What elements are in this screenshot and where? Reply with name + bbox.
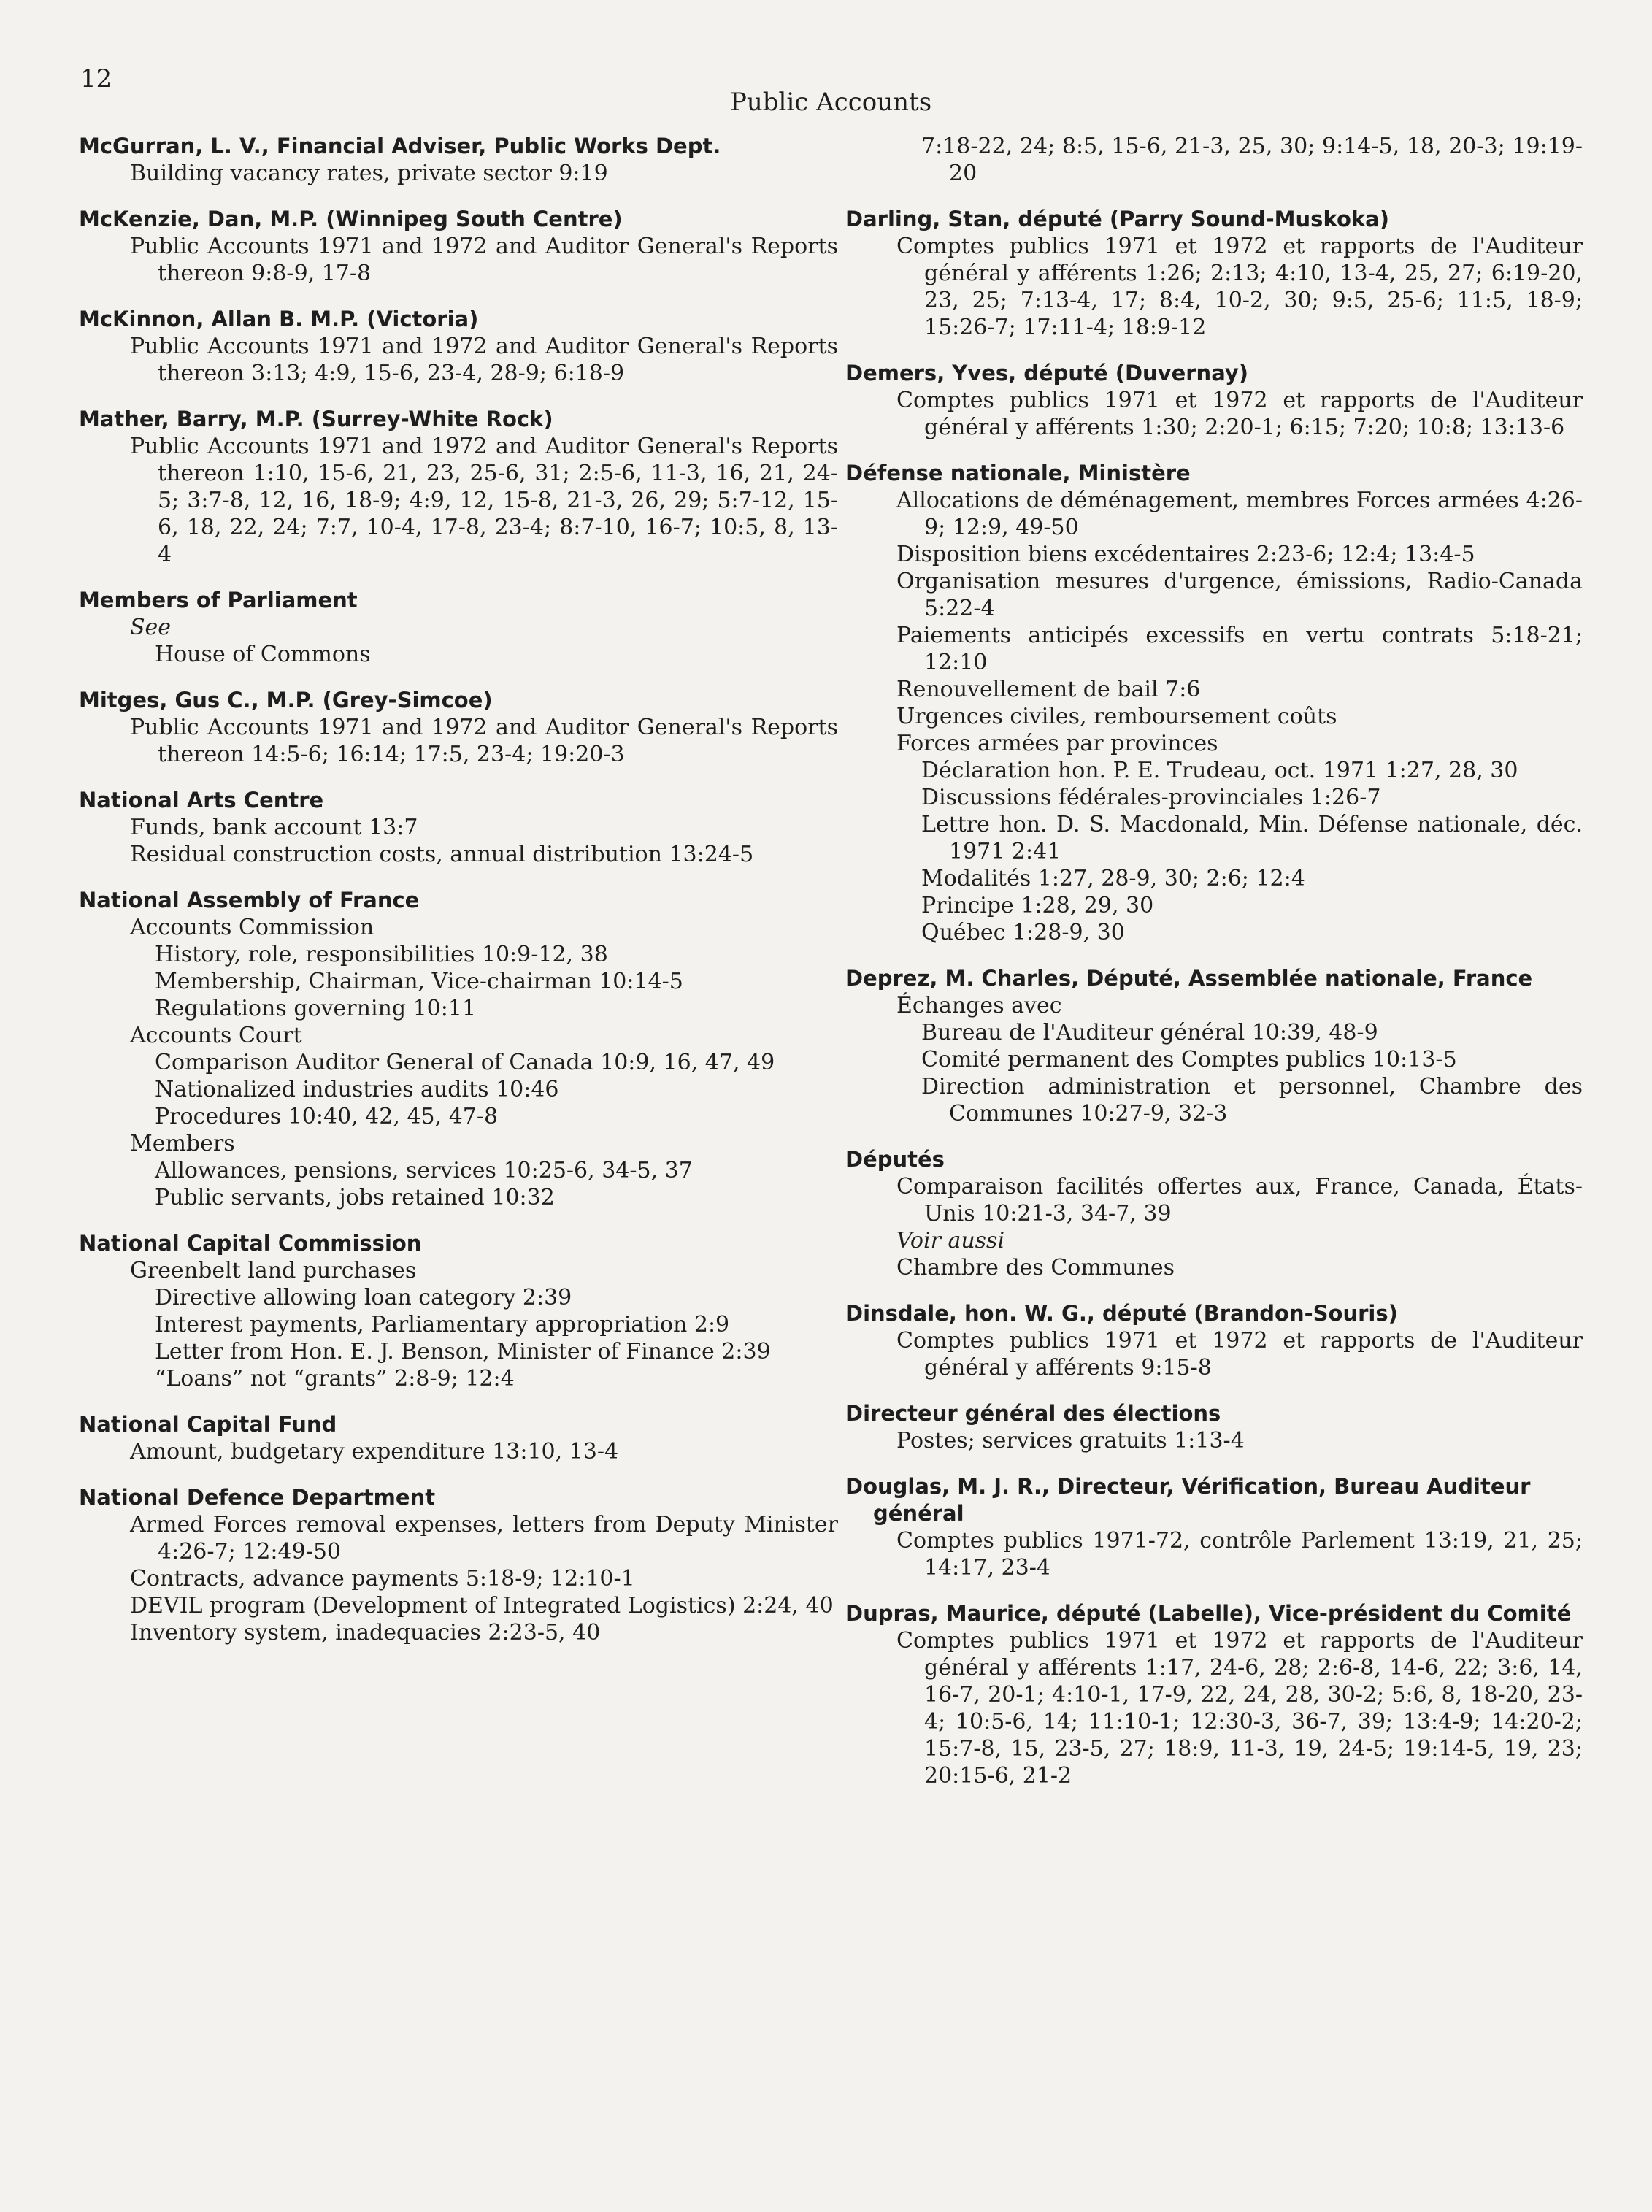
entry-line: Modalités 1:27, 28-9, 30; 2:6; 12:4 (921, 866, 1305, 891)
entry-heading: Députés (845, 1147, 945, 1172)
index-entry (845, 965, 1583, 1127)
entry-line: Comité permanent des Comptes publics 10:13-5 (921, 1047, 1457, 1072)
entry-line: Discussions fédérales-provinciales 1:26-7 (921, 785, 1381, 810)
entry-line: Voir aussi (896, 1228, 1005, 1253)
left-column (79, 133, 838, 1665)
entry-line: Allocations de déménagement, membres Forces armées 4:26-9; 12:9, 49-50 (896, 488, 1583, 540)
index-entry (79, 787, 838, 868)
entry-line: House of Commons (155, 642, 371, 667)
entry-line: 7:18-22, 24; 8:5, 15-6, 21-3, 25, 30; 9:14-5, 18, 20-3; 19:19-20 (921, 134, 1583, 186)
entry-heading: National Defence Department (79, 1485, 436, 1510)
index-entry (845, 1146, 1583, 1281)
entry-line: Building vacancy rates, private sector 9:19 (130, 161, 608, 186)
entry-heading: Demers, Yves, député (Duvernay) (845, 361, 1249, 385)
entry-line: Amount, budgetary expenditure 13:10, 13-4 (130, 1439, 619, 1464)
entry-line: Public servants, jobs retained 10:32 (155, 1185, 555, 1210)
entry-heading: Members of Parliament (79, 588, 358, 612)
entry-line: Public Accounts 1971 and 1972 and Auditor General's Reports thereon 3:13; 4:9, 15-6, 23-4, 28-9; 6:18-9 (130, 334, 838, 386)
entry-heading: Défense nationale, Ministère (845, 461, 1191, 485)
index-entry (845, 1300, 1583, 1381)
index-entry (79, 587, 838, 668)
entry-heading: National Arts Centre (79, 788, 324, 813)
entry-line: Public Accounts 1971 and 1972 and Auditor General's Reports thereon 14:5-6; 16:14; 17:5, 23-4; 19:20-3 (130, 715, 838, 767)
entry-line: Comptes publics 1971 et 1972 et rapports de l'Auditeur général y afférents 1:30; 2:20-1; 6:15; 7:20; 10:8; 13:13-6 (896, 388, 1583, 440)
entry-line: Armed Forces removal expenses, letters from Deputy Minister 4:26-7; 12:49-50 (130, 1512, 838, 1564)
entry-line: Québec 1:28-9, 30 (921, 920, 1125, 945)
entry-line: Lettre hon. D. S. Macdonald, Min. Défense nationale, déc. 1971 2:41 (921, 812, 1583, 864)
entry-heading: Mitges, Gus C., M.P. (Grey-Simcoe) (79, 688, 493, 713)
entry-line: Accounts Court (130, 1023, 302, 1048)
entry-line: Members (130, 1131, 235, 1156)
index-entry (845, 360, 1583, 441)
entry-line: Principe 1:28, 29, 30 (921, 893, 1154, 918)
index-entry (79, 887, 838, 1211)
entry-line: Urgences civiles, remboursement coûts (896, 704, 1337, 729)
page-number: 12 (80, 64, 112, 93)
index-entry (79, 406, 838, 568)
entry-heading: Deprez, M. Charles, Député, Assemblée nationale, France (845, 966, 1533, 991)
entry-line: Postes; services gratuits 1:13-4 (896, 1428, 1245, 1453)
entry-line: Funds, bank account 13:7 (130, 815, 418, 840)
entry-line: Organisation mesures d'urgence, émissions, Radio-Canada 5:22-4 (896, 569, 1583, 621)
entry-line: Interest payments, Parliamentary appropriation 2:9 (155, 1312, 730, 1337)
index-entry (79, 1411, 838, 1465)
entry-line: Comparison Auditor General of Canada 10:9, 16, 47, 49 (155, 1050, 775, 1075)
entry-line: Comptes publics 1971 et 1972 et rapports de l'Auditeur général y afférents 1:26; 2:13; 4:10, 13-4, 25, 27; 6:19-20, 23, 25; 7:13-4, 17; 8:4, 10-2, 30; 9:5, 25-6; 11:5, 18-9; 15:26-7; 17:11-4; 18:9-12 (896, 234, 1583, 340)
entry-line: Comptes publics 1971 et 1972 et rapports de l'Auditeur général y afférents 1:17, 24-6, 28; 2:6-8, 14-6, 22; 3:6, 14, 16-7, 20-1; 4:10-1, 17-9, 22, 24, 28, 30-2; 5:6, 8, 18-20, 23-4; 10:5-6, 14; 11:10-1; 12:30-3, 36-7, 39; 13:4-9; 14:20-2; 15:7-8, 15, 23-5, 27; 18:9, 11-3, 19, 24-5; 19:14-5, 19, 23; 20:15-6, 21-2 (896, 1628, 1583, 1789)
entry-line: Accounts Commission (130, 915, 374, 940)
entry-line: Public Accounts 1971 and 1972 and Auditor General's Reports thereon 9:8-9, 17-8 (130, 234, 838, 286)
entry-heading: Dupras, Maurice, député (Labelle), Vice-président du Comité (845, 1601, 1572, 1626)
entry-line: Greenbelt land purchases (130, 1258, 417, 1283)
entry-heading: Mather, Barry, M.P. (Surrey-White Rock) (79, 407, 553, 431)
entry-heading: Douglas, M. J. R., Directeur, Vérification, Bureau Auditeur général (845, 1474, 1531, 1526)
index-entry (845, 133, 1583, 187)
entry-line: Directive allowing loan category 2:39 (155, 1285, 572, 1310)
entry-heading: Directeur général des élections (845, 1401, 1221, 1426)
index-entry (79, 133, 838, 187)
entry-line: Contracts, advance payments 5:18-9; 12:10-1 (130, 1566, 635, 1591)
entry-line: Nationalized industries audits 10:46 (155, 1077, 559, 1102)
entry-line: History, role, responsibilities 10:9-12, 38 (155, 942, 608, 967)
entry-heading: McGurran, L. V., Financial Adviser, Public Works Dept. (79, 134, 721, 158)
entry-line: Comptes publics 1971 et 1972 et rapports de l'Auditeur général y afférents 9:15-8 (896, 1328, 1583, 1380)
entry-heading: McKenzie, Dan, M.P. (Winnipeg South Centre) (79, 207, 623, 231)
index-entry (79, 1484, 838, 1646)
entry-line: Direction administration et personnel, Chambre des Communes 10:27-9, 32-3 (921, 1074, 1583, 1126)
entry-line: Regulations governing 10:11 (155, 996, 477, 1021)
entry-line: Paiements anticipés excessifs en vertu contrats 5:18-21; 12:10 (896, 623, 1583, 675)
entry-line: Letter from Hon. E. J. Benson, Minister of Finance 2:39 (155, 1339, 771, 1364)
entry-line: Bureau de l'Auditeur général 10:39, 48-9 (921, 1020, 1378, 1045)
entry-line: Déclaration hon. P. E. Trudeau, oct. 1971 1:27, 28, 30 (921, 758, 1518, 783)
entry-line: “Loans” not “grants” 2:8-9; 12:4 (155, 1366, 515, 1391)
entry-heading: National Capital Fund (79, 1412, 337, 1437)
entry-line: Échanges avec (896, 993, 1062, 1018)
entry-line: Renouvellement de bail 7:6 (896, 677, 1201, 702)
entry-line: Chambre des Communes (896, 1255, 1175, 1280)
entry-heading: National Assembly of France (79, 888, 420, 913)
index-entry (79, 306, 838, 387)
index-entry (845, 460, 1583, 946)
index-entry (79, 687, 838, 768)
index-entry (79, 206, 838, 287)
entry-line: Comparaison facilités offertes aux, France, Canada, États-Unis 10:21-3, 34-7, 39 (896, 1174, 1583, 1226)
index-entry (845, 1600, 1583, 1789)
entry-line: See (130, 615, 172, 640)
index-entry (79, 1230, 838, 1392)
entry-line: Public Accounts 1971 and 1972 and Auditor General's Reports thereon 1:10, 15-6, 21, 23, 25-6, 31; 2:5-6, 11-3, 16, 21, 24-5; 3:7-8, 12, 16, 18-9; 4:9, 12, 15-8, 21-3, 26, 29; 5:7-12, 15-6, 18, 22, 24; 7:7, 10-4, 17-8, 23-4; 8:7-10, 16-7; 10:5, 8, 13-4 (130, 434, 838, 567)
entry-line: Membership, Chairman, Vice-chairman 10:14-5 (155, 969, 683, 994)
entry-heading: National Capital Commission (79, 1231, 422, 1256)
index-entry (845, 1473, 1583, 1581)
entry-heading: Dinsdale, hon. W. G., député (Brandon-Souris) (845, 1301, 1398, 1326)
entry-line: Allowances, pensions, services 10:25-6, 34-5, 37 (155, 1158, 693, 1183)
index-entry (845, 1400, 1583, 1454)
index-entry (845, 206, 1583, 341)
entry-heading: Darling, Stan, député (Parry Sound-Muskoka) (845, 207, 1389, 231)
entry-line: Procedures 10:40, 42, 45, 47-8 (155, 1104, 499, 1129)
entry-line: Inventory system, inadequacies 2:23-5, 40 (130, 1620, 601, 1645)
right-column (845, 133, 1583, 1808)
entry-line: Forces armées par provinces (896, 731, 1218, 756)
entry-line: Comptes publics 1971-72, contrôle Parlement 13:19, 21, 25; 14:17, 23-4 (896, 1528, 1583, 1581)
entry-line: Disposition biens excédentaires 2:23-6; 12:4; 13:4-5 (896, 542, 1475, 567)
entry-heading: McKinnon, Allan B. M.P. (Victoria) (79, 307, 479, 331)
entry-line: DEVIL program (Development of Integrated Logistics) 2:24, 40 (130, 1593, 834, 1618)
entry-line: Residual construction costs, annual distribution 13:24-5 (130, 842, 754, 867)
page-header: Public Accounts (730, 88, 932, 117)
